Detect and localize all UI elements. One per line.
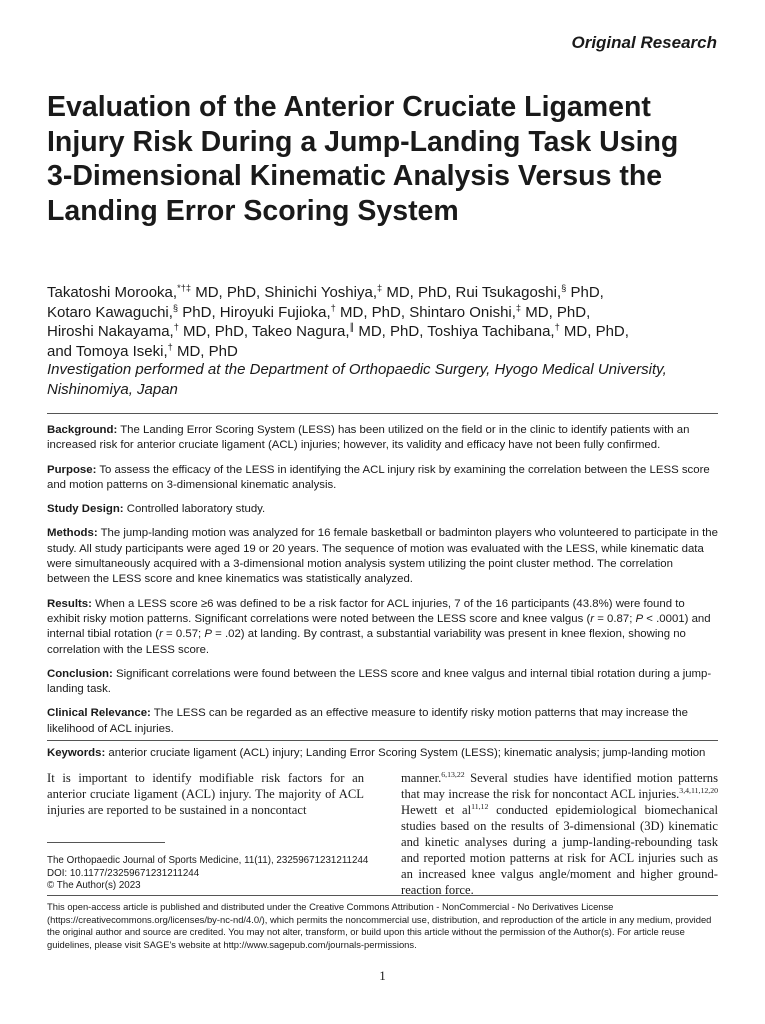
abstract-bottom-rule	[47, 740, 718, 741]
abstract-top-rule	[47, 413, 718, 414]
abstract-text: Controlled laboratory study.	[123, 503, 266, 516]
journal-copyright: © The Author(s) 2023	[47, 880, 141, 891]
author-affiliation-marks: §	[561, 283, 567, 293]
section-label: Original Research	[571, 33, 717, 52]
abstract-heading: Purpose:	[47, 463, 97, 476]
author-affiliation-marks: ∥	[349, 322, 355, 332]
abstract-heading: Conclusion:	[47, 667, 113, 680]
abstract-heading: Study Design:	[47, 503, 124, 516]
author-name: Hiroyuki Fujioka,	[219, 303, 331, 321]
body-text: Hewett et al	[401, 803, 472, 817]
abstract-conclusion	[47, 667, 718, 698]
stat-symbol: r	[590, 612, 595, 625]
citation-ref: 11,12	[471, 801, 489, 811]
body-text: Several studies have identified motion patterns that may increase the risk for noncontact ACL injuries.	[401, 771, 718, 801]
author-degrees: MD, PhD,	[335, 303, 410, 321]
affiliation: Investigation performed at the Department of Orthopaedic Surgery, Hyogo Medical University, Nishinomiya, Japan	[47, 361, 667, 398]
author-affiliation-marks: ‡	[377, 283, 383, 293]
abstract	[47, 423, 718, 770]
citation-ref: 3,4,11,12,20	[679, 785, 718, 795]
author-degrees: MD, PhD,	[354, 323, 428, 340]
author-degrees: PhD,	[178, 303, 220, 321]
stat-symbol: P	[204, 628, 212, 641]
author-degrees: MD, PhD,	[382, 284, 456, 301]
citation-ref: 6,13,22	[441, 769, 465, 779]
author-affiliation-marks: †	[173, 322, 179, 332]
abstract-heading: Clinical Relevance:	[47, 707, 151, 720]
author-degrees: MD, PhD,	[559, 323, 629, 340]
abstract-heading: Results:	[47, 597, 92, 610]
author-degrees: MD, PhD,	[178, 323, 252, 340]
author-name: Takatoshi Morooka,	[47, 284, 178, 301]
license-rule	[47, 895, 718, 896]
body-text: manner.	[401, 771, 442, 785]
abstract-study-design	[47, 502, 718, 517]
abstract-heading: Keywords:	[47, 747, 106, 760]
abstract-text: The Landing Error Scoring System (LESS) has been utilized on the field or in the clinic to identify patients with an increased risk for anterior cruciate ligament (ACL) injuries; however, its validity and efficacy have not been fully confirmed.	[47, 424, 690, 452]
abstract-results	[47, 597, 718, 658]
author-degrees: MD, PhD,	[191, 284, 265, 301]
author-name: Rui Tsukagoshi,	[455, 284, 562, 301]
author-name: Shintaro Onishi,	[409, 303, 516, 321]
abstract-heading: Background:	[47, 424, 118, 436]
abstract-text: anterior cruciate ligament (ACL) injury; Landing Error Scoring System (LESS); kinematic analysis; jump-landing motion	[105, 747, 706, 760]
author-list	[47, 283, 727, 361]
abstract-keywords	[47, 746, 718, 761]
author-affiliation-marks: †	[554, 322, 560, 332]
journal-doi: DOI: 10.1177/23259671231211244	[47, 867, 200, 879]
abstract-heading: Methods:	[47, 527, 98, 540]
abstract-text: The LESS can be regarded as an effective measure to identify risky motion patterns that may increase the likelihood of ACL injuries.	[47, 707, 688, 735]
author-name: Takeo Nagura,	[251, 323, 350, 340]
journal-citation: The Orthopaedic Journal of Sports Medicine, 11(11), 23259671231211244	[47, 855, 369, 866]
license-text: This open-access article is published and distributed under the Creative Commons Attribution - NonCommercial - No Derivatives License (https://creativecommons.org/licenses/by-nc-nd/4.0/), which permits the noncommercial use, distribution, and reproduction of the article in any medium, provided the original author and source are credited. You may not alter, transform, or build upon this article without the permission of the Author(s). For article reuse guidelines, please visit SAGE's website at http://www.sagepub.com/journals-permissions.	[47, 901, 712, 950]
abstract-clinical-relevance	[47, 706, 718, 737]
author-affiliation-marks: §	[172, 302, 179, 313]
abstract-methods	[47, 526, 718, 587]
abstract-text: = 0.87;	[594, 612, 636, 625]
abstract-text: = 0.57;	[162, 628, 205, 641]
author-affiliation-marks: †	[167, 341, 173, 352]
author-name: Kotaro Kawaguchi,	[47, 303, 173, 321]
abstract-text: When a LESS score ≥6 was defined to be a risk factor for ACL injuries, 7 of the 16 participants (43.8%) were found to exhibit risky motion patterns. Significant correlations were noted between the LESS score and knee valgus (	[47, 597, 685, 625]
body-column-left: It is important to identify modifiable risk factors for an anterior cruciate ligament (ACL) injury. The majority of ACL injuries are reported to be sustained in a noncontact	[47, 771, 364, 817]
footnote-rule	[47, 842, 165, 843]
abstract-text: To assess the efficacy of the LESS in identifying the ACL injury risk by examining the correlation between the LESS score and motion patterns on 3-dimensional kinematic analysis.	[47, 463, 710, 491]
abstract-text: < .0001) and internal tibial rotation (	[47, 612, 711, 641]
abstract-text: Significant correlations were found between the LESS score and knee valgus and internal tibial rotation during a jump-landing task.	[47, 667, 712, 696]
abstract-text: The jump-landing motion was analyzed for 16 female basketball or badminton players who volunteered to participate in the study. All study participants were aged 19 or 20 years. The sequence of motion was evaluated with the LESS, while kinematic data were simultaneously acquired with a 3-dimensional motion analysis system utilizing the point cluster method. The correlation between the LESS score and knee kinematics was statistically analyzed.	[47, 527, 718, 586]
body-text: conducted epidemiological biomechanical studies based on the results of 3-dimensional (3D) kinematic and kinetic analyses during a jump-landing-rebounding task and reported motion patterns at risk for ACL injuries such as an increased knee valgus angle/moment and higher ground-reaction force.	[401, 803, 718, 897]
journal-info	[47, 855, 377, 893]
stat-symbol: P	[635, 612, 644, 625]
author-degrees: MD, PhD	[172, 342, 238, 360]
author-affiliation-marks: †	[330, 302, 336, 313]
author-affiliation-marks: ‡	[515, 302, 522, 313]
stat-symbol: r	[159, 628, 163, 641]
abstract-text: = .02) at landing. By contrast, a substantial variability was present in knee flexion, showing no correlation with the LESS score.	[47, 628, 686, 656]
author-name: and Tomoya Iseki,	[47, 342, 168, 360]
abstract-purpose	[47, 463, 718, 494]
author-name: Toshiya Tachibana,	[427, 323, 555, 340]
author-degrees: MD, PhD,	[521, 303, 591, 321]
body-column-right	[401, 770, 718, 898]
author-affiliation-marks: *†‡	[177, 283, 192, 293]
page-number: 1	[379, 968, 386, 983]
author-name: Hiroshi Nakayama,	[47, 323, 174, 340]
article-title: Evaluation of the Anterior Cruciate Ligament Injury Risk During a Jump-Landing Task Using 3-Dimensional Kinematic Analysis Versus the Landing Error Scoring System	[47, 91, 679, 227]
abstract-background	[47, 423, 718, 454]
author-degrees: PhD,	[566, 284, 604, 301]
author-name: Shinichi Yoshiya,	[264, 284, 377, 301]
